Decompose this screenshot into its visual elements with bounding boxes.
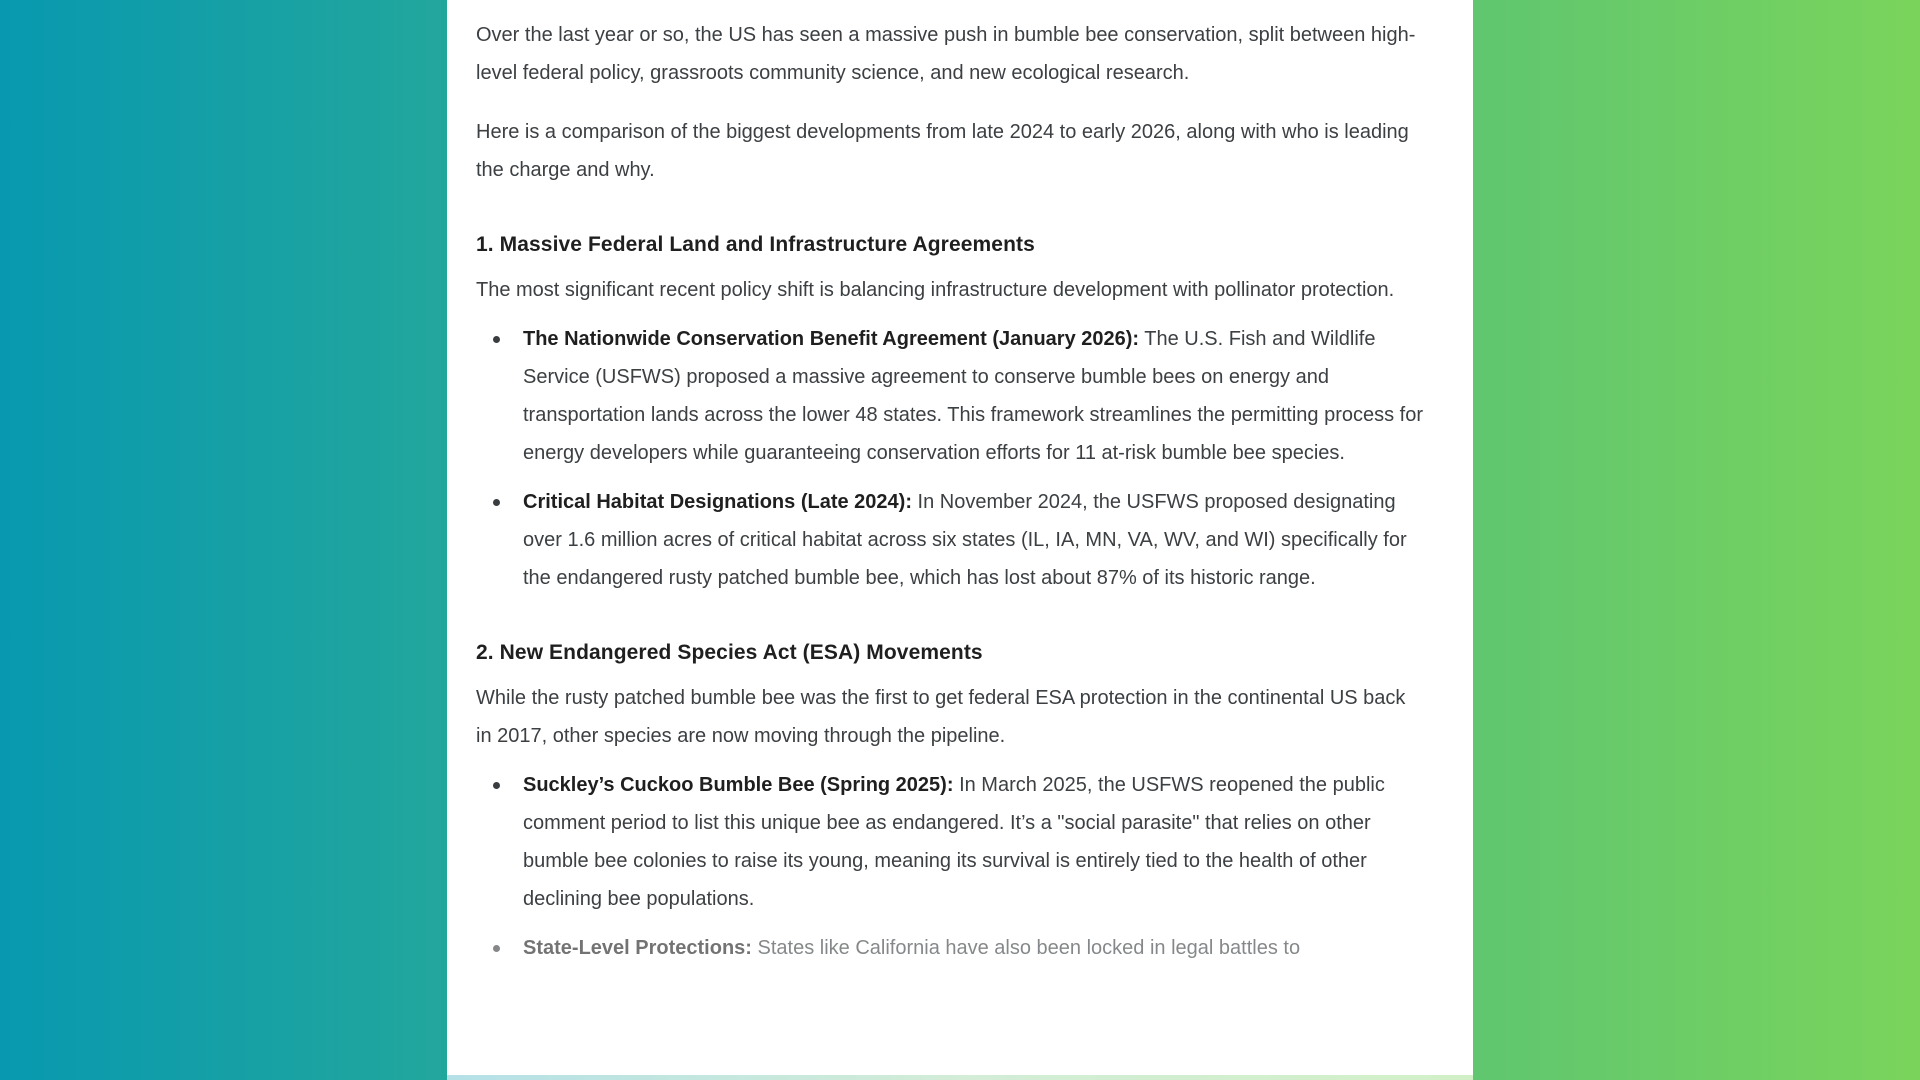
bullet-item xyxy=(476,766,1426,918)
bullet-icon xyxy=(493,945,500,952)
bullet-item xyxy=(476,320,1426,472)
bullet-text: States like California have also been locked in legal battles to xyxy=(757,937,1301,959)
bullet-lead: The Nationwide Conservation Benefit Agreement (January 2026): xyxy=(523,328,1140,350)
bullet-icon xyxy=(493,499,500,506)
bullet-item xyxy=(476,483,1426,597)
bullet-text: In March 2025, the USFWS reopened the public comment period to list this unique bee as endangered. It’s a "social parasite" that relies on other bumble bee colonies to raise its young, meaning its survival is entirely tied to the health of other declining bee populations. xyxy=(523,774,1385,910)
section-1-bullet-list xyxy=(476,320,1426,597)
bullet-icon xyxy=(493,336,500,343)
intro-paragraph: Here is a comparison of the biggest developments from late 2024 to early 2026, along with who is leading the charge and why. xyxy=(476,121,1409,181)
section-2-paragraph: While the rusty patched bumble bee was the first to get federal ESA protection in the continental US back in 2017, other species are now moving through the pipeline. xyxy=(476,687,1406,747)
section-2-bullet-list xyxy=(476,766,1426,967)
section-2-heading: 2. New Endangered Species Act (ESA) Movements xyxy=(476,641,983,664)
bullet-lead: Critical Habitat Designations (Late 2024): xyxy=(523,491,912,513)
bullet-lead: State-Level Protections: xyxy=(523,937,752,959)
section-1-heading: 1. Massive Federal Land and Infrastructure Agreements xyxy=(476,233,1035,256)
bullet-icon xyxy=(493,782,500,789)
bullet-text: In November 2024, the USFWS proposed designating over 1.6 million acres of critical habitat across six states (IL, IA, MN, VA, WV, and WI) specifically for the endangered rusty patched bumble bee, which has lost about 87% of its historic range. xyxy=(523,491,1407,589)
section-1-paragraph: The most significant recent policy shift is balancing infrastructure development with pollinator protection. xyxy=(476,279,1395,301)
panel-bottom-edge-fade xyxy=(447,1075,1473,1080)
document-panel[interactable] xyxy=(447,0,1473,1080)
bullet-lead: Suckley’s Cuckoo Bumble Bee (Spring 2025): xyxy=(523,774,954,796)
bullet-text: The U.S. Fish and Wildlife Service (USFWS) proposed a massive agreement to conserve bumble bees on energy and transportation lands across the lower 48 states. This framework streamlines the permitting process for energy developers while guaranteeing conservation efforts for 11 at-risk bumble bee species. xyxy=(523,328,1424,464)
bullet-item-truncated xyxy=(476,929,1426,967)
intro-paragraph: Over the last year or so, the US has seen a massive push in bumble bee conservation, split between high-level federal policy, grassroots community science, and new ecological research. xyxy=(476,24,1416,84)
